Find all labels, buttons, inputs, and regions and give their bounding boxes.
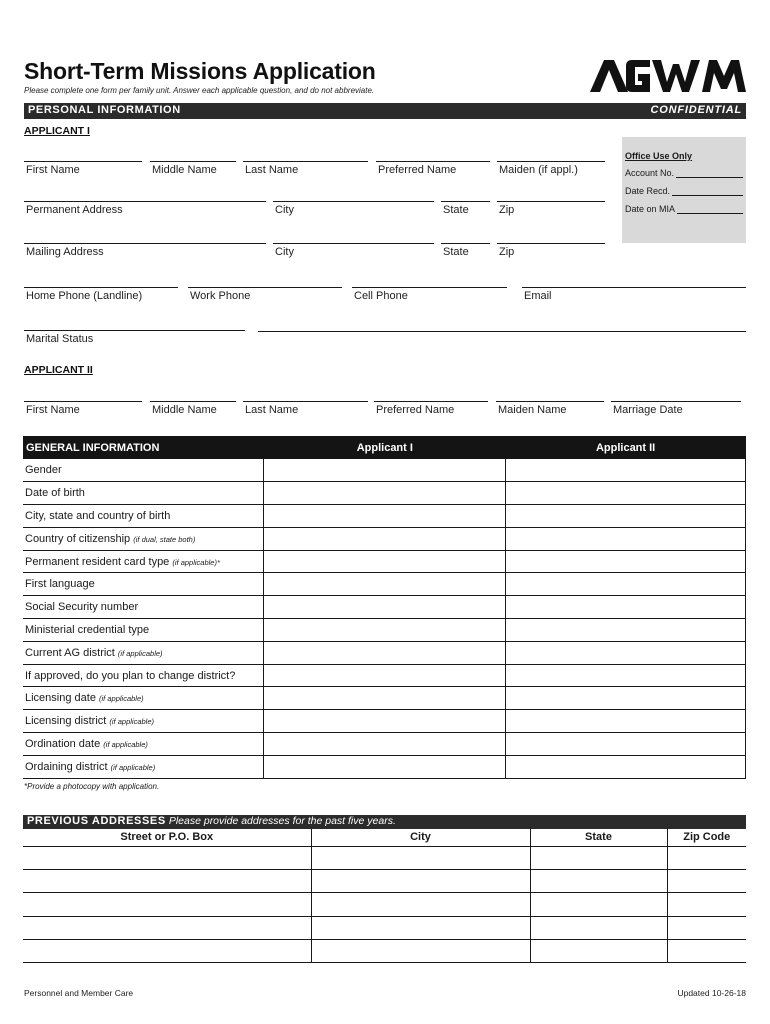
address-row bbox=[23, 940, 746, 963]
applicant-1-cell[interactable] bbox=[264, 527, 506, 550]
city-column-heading: City bbox=[311, 829, 530, 846]
mailing-city-line[interactable] bbox=[273, 243, 434, 244]
row-label-text: Licensing date bbox=[25, 692, 96, 705]
table-row bbox=[23, 459, 746, 482]
state-cell[interactable] bbox=[530, 893, 667, 916]
row-label bbox=[23, 619, 264, 642]
row-label bbox=[23, 710, 264, 733]
permanent-state-label: State bbox=[443, 204, 469, 216]
email-line[interactable] bbox=[522, 287, 746, 288]
row-label-note: (if applicable) bbox=[109, 717, 154, 727]
row-label bbox=[23, 755, 264, 778]
date-recd-label: Date Recd. bbox=[625, 186, 671, 196]
previous-addresses-table bbox=[23, 829, 746, 963]
applicant-2-cell[interactable] bbox=[506, 687, 746, 710]
a2-preferred-name-label: Preferred Name bbox=[376, 404, 455, 416]
a2-middle-name-line[interactable] bbox=[150, 401, 236, 402]
footer-updated: Updated 10-26-18 bbox=[677, 988, 746, 998]
table-row bbox=[23, 482, 746, 505]
a2-preferred-name-line[interactable] bbox=[374, 401, 488, 402]
previous-addresses-instruction: Please provide addresses for the past five years. bbox=[168, 815, 396, 827]
row-label-text: City, state and country of birth bbox=[25, 509, 171, 522]
zip-cell[interactable] bbox=[667, 916, 746, 939]
row-label-text: If approved, do you plan to change district? bbox=[25, 669, 236, 682]
row-label-text: Date of birth bbox=[25, 487, 85, 500]
table-row bbox=[23, 573, 746, 596]
row-label bbox=[23, 641, 264, 664]
applicant-1-heading: APPLICANT I bbox=[24, 125, 90, 137]
city-cell[interactable] bbox=[311, 893, 530, 916]
account-no-field[interactable] bbox=[625, 168, 743, 178]
applicant-1-cell[interactable] bbox=[264, 596, 506, 619]
mailing-zip-line[interactable] bbox=[497, 243, 605, 244]
street-cell[interactable] bbox=[23, 846, 311, 869]
applicant-2-heading: APPLICANT II bbox=[24, 364, 93, 376]
applicant-2-cell[interactable] bbox=[506, 550, 746, 573]
mailing-address-label: Mailing Address bbox=[26, 246, 104, 258]
mailing-city-label: City bbox=[275, 246, 294, 258]
row-label-note: (if applicable) bbox=[99, 694, 144, 704]
previous-addresses-bar bbox=[23, 815, 746, 829]
city-cell[interactable] bbox=[311, 846, 530, 869]
address-row bbox=[23, 893, 746, 916]
maiden-label: Maiden (if appl.) bbox=[499, 164, 578, 176]
last-name-label: Last Name bbox=[245, 164, 299, 176]
row-label-text: Social Security number bbox=[25, 601, 139, 614]
applicant-2-column-heading: Applicant II bbox=[506, 436, 746, 459]
state-cell[interactable] bbox=[530, 869, 667, 892]
footnote: *Provide a photocopy with application. bbox=[24, 782, 160, 791]
row-label-note: (if applicable) bbox=[103, 739, 148, 749]
table-row bbox=[23, 596, 746, 619]
applicant-2-cell[interactable] bbox=[506, 573, 746, 596]
permanent-zip-line[interactable] bbox=[497, 201, 605, 202]
row-label bbox=[23, 687, 264, 710]
row-label-note: (if applicable) bbox=[110, 762, 156, 772]
row-label-text: Ordination date bbox=[25, 737, 101, 750]
form-instructions: Please complete one form per family unit. Answer each applicable question, and do not abbreviate. bbox=[24, 86, 375, 95]
mailing-state-line[interactable] bbox=[441, 243, 490, 244]
table-row bbox=[23, 687, 746, 710]
agwm-logo bbox=[588, 56, 746, 96]
applicant-2-cell[interactable] bbox=[506, 505, 746, 528]
table-row bbox=[23, 755, 746, 778]
permanent-address-label: Permanent Address bbox=[26, 204, 123, 216]
table-row bbox=[23, 550, 746, 573]
street-cell[interactable] bbox=[23, 893, 311, 916]
mailing-state-label: State bbox=[443, 246, 469, 258]
applicant-1-cell[interactable] bbox=[264, 641, 506, 664]
table-row bbox=[23, 733, 746, 756]
preferred-name-label: Preferred Name bbox=[378, 164, 457, 176]
zip-column-heading: Zip Code bbox=[667, 829, 746, 846]
table-row bbox=[23, 527, 746, 550]
address-row bbox=[23, 916, 746, 939]
footer-department: Personnel and Member Care bbox=[24, 988, 134, 998]
applicant-1-cell[interactable] bbox=[264, 573, 506, 596]
a2-middle-name-label: Middle Name bbox=[152, 404, 217, 416]
cell-phone-line[interactable] bbox=[352, 287, 507, 288]
general-information-heading: GENERAL INFORMATION bbox=[23, 436, 264, 459]
applicant-2-cell[interactable] bbox=[506, 596, 746, 619]
home-phone-label: Home Phone (Landline) bbox=[26, 290, 143, 302]
table-row bbox=[23, 619, 746, 642]
maiden-name-line[interactable] bbox=[497, 161, 605, 162]
row-label bbox=[23, 459, 264, 482]
account-no-label: Account No. bbox=[625, 168, 675, 178]
middle-name-line[interactable] bbox=[150, 161, 236, 162]
row-label-text: Gender bbox=[25, 464, 62, 477]
applicant-1-cell[interactable] bbox=[264, 459, 506, 482]
zip-cell[interactable] bbox=[667, 940, 746, 963]
date-on-mia-field[interactable] bbox=[625, 204, 743, 214]
applicant-2-cell[interactable] bbox=[506, 482, 746, 505]
applicant-1-column-heading: Applicant I bbox=[264, 436, 506, 459]
applicant-1-cell[interactable] bbox=[264, 733, 506, 756]
applicant-1-cell[interactable] bbox=[264, 687, 506, 710]
home-phone-line[interactable] bbox=[24, 287, 178, 288]
last-name-line[interactable] bbox=[243, 161, 368, 162]
table-row bbox=[23, 664, 746, 687]
previous-addresses-heading: PREVIOUS ADDRESSES bbox=[27, 815, 166, 827]
email-label: Email bbox=[524, 290, 552, 302]
first-name-label: First Name bbox=[26, 164, 80, 176]
applicant-2-cell[interactable] bbox=[506, 641, 746, 664]
applicant-1-cell[interactable] bbox=[264, 710, 506, 733]
applicant-2-cell[interactable] bbox=[506, 527, 746, 550]
date-on-mia-label: Date on MIA bbox=[625, 204, 676, 214]
row-label bbox=[23, 550, 264, 573]
row-label bbox=[23, 482, 264, 505]
state-cell[interactable] bbox=[530, 940, 667, 963]
applicant-2-cell[interactable] bbox=[506, 755, 746, 778]
office-use-box bbox=[622, 137, 746, 243]
a2-last-name-line[interactable] bbox=[243, 401, 368, 402]
page-title: Short-Term Missions Application bbox=[24, 58, 376, 84]
cell-phone-label: Cell Phone bbox=[354, 290, 408, 302]
middle-name-label: Middle Name bbox=[152, 164, 217, 176]
row-label bbox=[23, 527, 264, 550]
row-label-note: (if applicable)* bbox=[172, 557, 220, 567]
address-row bbox=[23, 846, 746, 869]
row-label bbox=[23, 596, 264, 619]
row-label bbox=[23, 505, 264, 528]
applicant-2-cell[interactable] bbox=[506, 710, 746, 733]
row-label-text: Licensing district bbox=[25, 715, 107, 728]
applicant-2-cell[interactable] bbox=[506, 459, 746, 482]
address-row bbox=[23, 869, 746, 892]
a2-last-name-label: Last Name bbox=[245, 404, 299, 416]
city-cell[interactable] bbox=[311, 916, 530, 939]
zip-cell[interactable] bbox=[667, 869, 746, 892]
table-row bbox=[23, 641, 746, 664]
a2-maiden-name-label: Maiden Name bbox=[498, 404, 567, 416]
row-label-text: Country of citizenship bbox=[25, 532, 131, 545]
previous-header-row bbox=[23, 829, 746, 846]
personal-information-bar bbox=[24, 103, 746, 119]
work-phone-line[interactable] bbox=[188, 287, 342, 288]
marital-status-line[interactable] bbox=[24, 330, 245, 331]
row-label bbox=[23, 573, 264, 596]
first-name-line[interactable] bbox=[24, 161, 142, 162]
general-header-row bbox=[23, 436, 746, 459]
row-label bbox=[23, 733, 264, 756]
general-information-table bbox=[23, 436, 746, 779]
a2-maiden-name-line[interactable] bbox=[496, 401, 604, 402]
row-label bbox=[23, 664, 264, 687]
table-row bbox=[23, 505, 746, 528]
street-cell[interactable] bbox=[23, 916, 311, 939]
work-phone-label: Work Phone bbox=[190, 290, 251, 302]
state-cell[interactable] bbox=[530, 916, 667, 939]
a2-marriage-date-line[interactable] bbox=[611, 401, 741, 402]
city-cell[interactable] bbox=[311, 940, 530, 963]
state-column-heading: State bbox=[530, 829, 667, 846]
table-row bbox=[23, 710, 746, 733]
applicant-1-cell[interactable] bbox=[264, 619, 506, 642]
date-recd-field[interactable] bbox=[625, 186, 743, 196]
applicant-1-cell[interactable] bbox=[264, 550, 506, 573]
extra-line[interactable] bbox=[258, 331, 746, 332]
a2-marriage-date-label: Marriage Date bbox=[613, 404, 683, 416]
row-label-text: Ministerial credential type bbox=[25, 623, 150, 636]
confidential-label: CONFIDENTIAL bbox=[650, 104, 742, 116]
permanent-zip-label: Zip bbox=[499, 204, 515, 216]
marital-status-label: Marital Status bbox=[26, 333, 94, 345]
personal-information-heading: PERSONAL INFORMATION bbox=[28, 104, 181, 116]
zip-cell[interactable] bbox=[667, 846, 746, 869]
applicant-1-cell[interactable] bbox=[264, 482, 506, 505]
permanent-city-label: City bbox=[275, 204, 294, 216]
street-cell[interactable] bbox=[23, 869, 311, 892]
applicant-1-cell[interactable] bbox=[264, 505, 506, 528]
applicant-1-cell[interactable] bbox=[264, 755, 506, 778]
applicant-2-cell[interactable] bbox=[506, 619, 746, 642]
permanent-city-line[interactable] bbox=[273, 201, 434, 202]
applicant-1-cell[interactable] bbox=[264, 664, 506, 687]
street-cell[interactable] bbox=[23, 940, 311, 963]
row-label-note: (if dual, state both) bbox=[133, 534, 196, 544]
row-label-text: Current AG district bbox=[25, 646, 115, 659]
row-label-text: First language bbox=[25, 578, 95, 591]
a2-first-name-label: First Name bbox=[26, 404, 80, 416]
row-label-text: Permanent resident card type bbox=[25, 555, 170, 568]
applicant-2-cell[interactable] bbox=[506, 664, 746, 687]
applicant-2-cell[interactable] bbox=[506, 733, 746, 756]
mailing-zip-label: Zip bbox=[499, 246, 515, 258]
a2-first-name-line[interactable] bbox=[24, 401, 142, 402]
row-label-text: Ordaining district bbox=[25, 760, 108, 773]
state-cell[interactable] bbox=[530, 846, 667, 869]
permanent-state-line[interactable] bbox=[441, 201, 490, 202]
street-column-heading: Street or P.O. Box bbox=[23, 829, 311, 846]
city-cell[interactable] bbox=[311, 869, 530, 892]
mailing-address-line[interactable] bbox=[24, 243, 266, 244]
zip-cell[interactable] bbox=[667, 893, 746, 916]
office-use-heading: Office Use Only bbox=[625, 151, 693, 161]
permanent-address-line[interactable] bbox=[24, 201, 266, 202]
row-label-note: (if applicable) bbox=[117, 648, 163, 658]
preferred-name-line[interactable] bbox=[376, 161, 490, 162]
